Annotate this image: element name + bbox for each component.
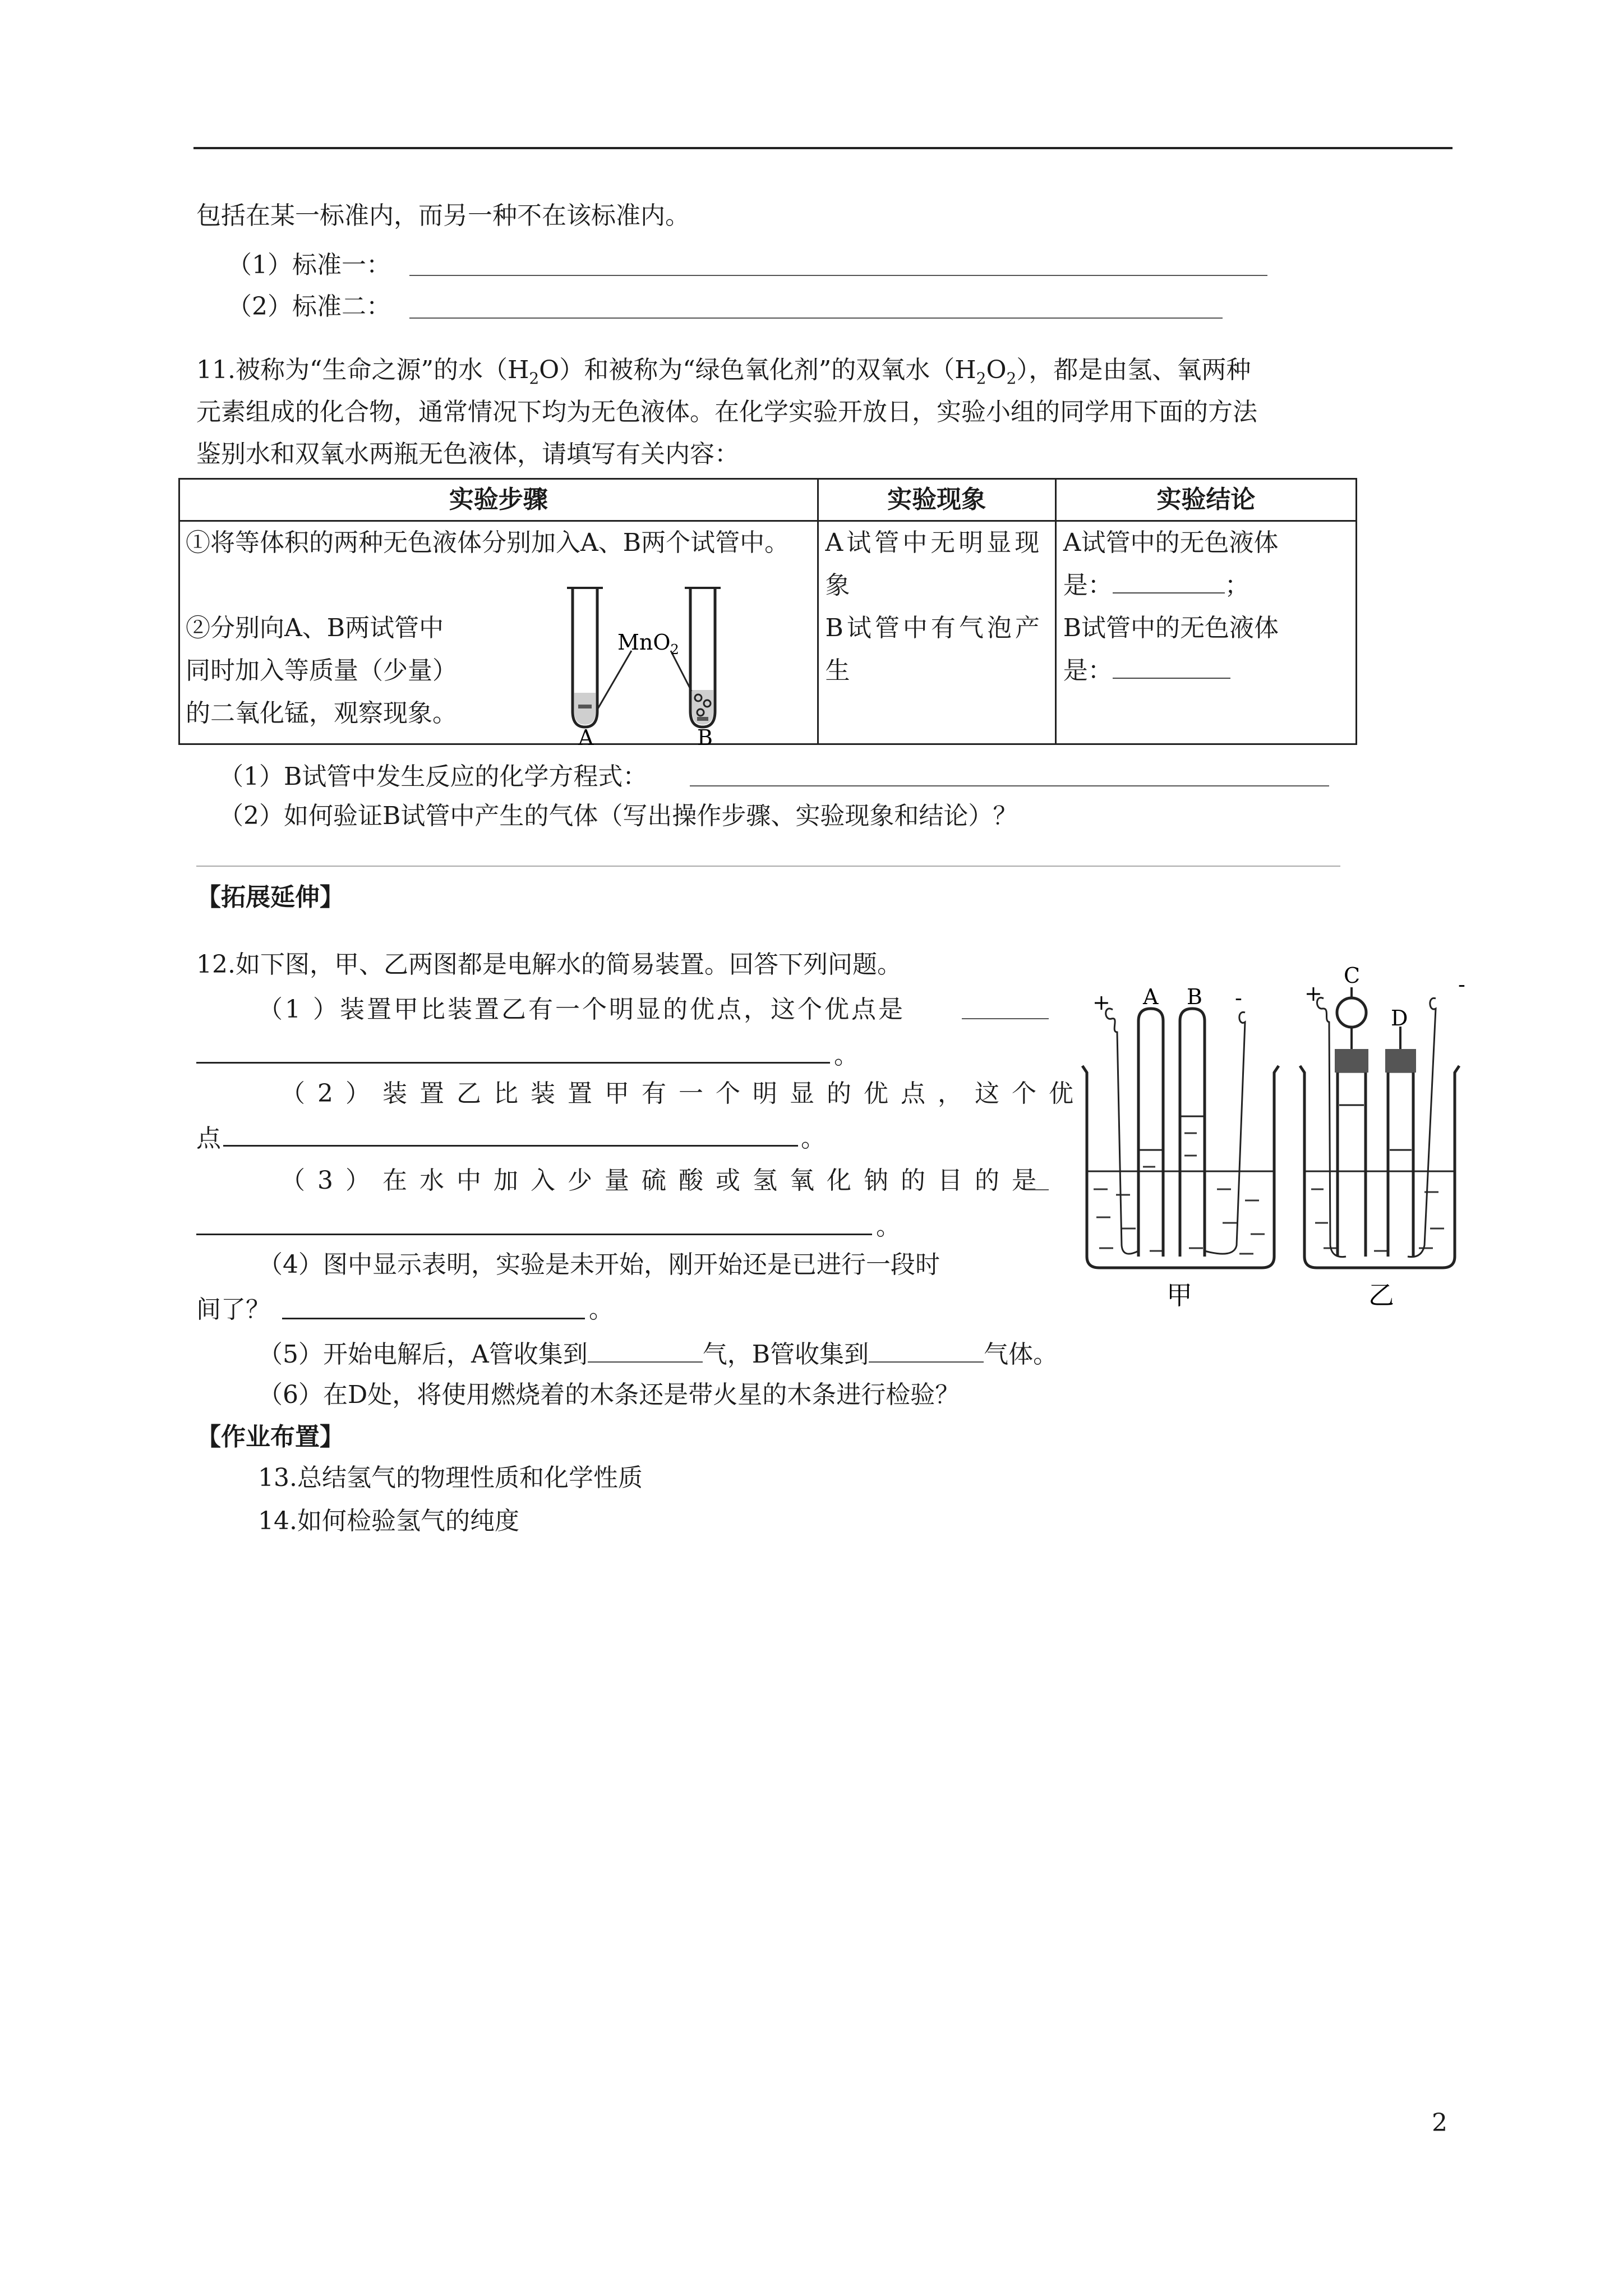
conclusion-2-answer-row: 是： bbox=[1063, 650, 1349, 692]
steps-cell bbox=[179, 521, 818, 744]
q11-line-3: 鉴别水和双氧水两瓶无色液体，请填写有关内容： bbox=[196, 440, 739, 468]
jia-label: 甲 bbox=[1166, 1280, 1192, 1310]
q12-part-3-end: 。 bbox=[876, 1212, 901, 1241]
yi-minus: - bbox=[1458, 972, 1465, 997]
q10-standard-1-blank[interactable] bbox=[409, 275, 1267, 276]
conclusion-2-blank[interactable] bbox=[1113, 655, 1230, 679]
jia-label-b: B bbox=[1187, 984, 1202, 1009]
homework-q13: 13.总结氢气的物理性质和化学性质 bbox=[258, 1464, 643, 1492]
q12-part-2-end: 。 bbox=[801, 1124, 826, 1153]
q12-part-2-blank[interactable] bbox=[223, 1145, 798, 1147]
intro-line: 包括在某一标准内，而另一种不在该标准内。 bbox=[196, 201, 690, 230]
conclusion-1: A试管中的无色液体 bbox=[1063, 528, 1279, 557]
q11-sub-1: （1）B试管中发生反应的化学方程式： bbox=[219, 762, 648, 791]
q12-part-4-blank[interactable] bbox=[282, 1318, 585, 1319]
q12-part-5-blank-a[interactable] bbox=[588, 1339, 703, 1363]
homework-q14: 14.如何检验氢气的纯度 bbox=[258, 1507, 519, 1535]
q10-standard-2-blank[interactable] bbox=[409, 318, 1223, 319]
apparatus-jia bbox=[1082, 984, 1279, 1310]
jia-label-a: A bbox=[1143, 984, 1159, 1009]
step-2: ②分别向A、B两试管中 同时加入等质量（少量） 的二氧化锰，观察现象。 bbox=[186, 614, 457, 728]
q12-part-6: （6）在D处，将使用燃烧着的木条还是带火星的木条进行检验？ bbox=[258, 1381, 960, 1409]
header-phenomenon: 实验现象 bbox=[818, 479, 1055, 521]
experiment-table bbox=[178, 478, 1357, 745]
test-tube-figure bbox=[550, 578, 797, 746]
yi-plus: + bbox=[1304, 981, 1322, 1006]
phenomenon-1: A试管中无明显现象 bbox=[825, 528, 1043, 600]
q12-part-4-b: 间了？ bbox=[196, 1295, 270, 1324]
yi-label: 乙 bbox=[1368, 1280, 1394, 1310]
line-to-a bbox=[597, 651, 631, 710]
q12-part-3: （3）在水中加入少量硫酸或氢氧化钠的目的是 bbox=[280, 1166, 1049, 1195]
q10-standard-1-label: （1）标准一： bbox=[227, 251, 391, 279]
header-steps: 实验步骤 bbox=[179, 479, 818, 521]
q12-part-5: （5）开始电解后，A管收集到 气，B管收集到 气体。 bbox=[258, 1340, 1058, 1369]
q12-part-1-blank-a[interactable] bbox=[962, 1018, 1049, 1019]
q11-sub-2-blank[interactable] bbox=[196, 866, 1340, 867]
q11-line-2: 元素组成的化合物，通常情况下均为无色液体。在化学实验开放日，实验小组的同学用下面的方法 bbox=[196, 398, 1257, 426]
q12-stem: 12.如下图，甲、乙两图都是电解水的简易装置。回答下列问题。 bbox=[196, 950, 902, 979]
section-extend: 【拓展延伸】 bbox=[196, 883, 344, 912]
q11-line-1: 11.被称为“生命之源”的水$(H_2O)$和被称为“绿色氧化剂”的双氧水$(H_2O_2)$，都是由氢、氧两种 bbox=[196, 356, 1251, 388]
conclusion-2: B试管中的无色液体 bbox=[1063, 614, 1279, 642]
conclusion-1-blank[interactable] bbox=[1113, 570, 1225, 593]
q10-standard-2-label: （2）标准二： bbox=[227, 292, 391, 321]
conclusion-cell bbox=[1055, 521, 1356, 744]
q12-part-4-end: 。 bbox=[589, 1295, 614, 1324]
tube-a-label: A bbox=[578, 725, 594, 746]
tube-b-label: B bbox=[697, 725, 713, 746]
q11-sub-2: （2）如何验证B试管中产生的气体（写出操作步骤、实验现象和结论）？ bbox=[219, 802, 1018, 830]
q12-part-3-blank-b[interactable] bbox=[196, 1234, 872, 1235]
jia-minus: - bbox=[1235, 986, 1242, 1010]
q12-part-1-end: 。 bbox=[834, 1041, 859, 1070]
step-1: ①将等体积的两种无色液体分别加入A、B两个试管中。 bbox=[186, 528, 790, 557]
test-tube-b bbox=[685, 588, 721, 727]
page-number: 2 bbox=[1432, 2109, 1447, 2137]
phenomenon-2: B试管中有气泡产生 bbox=[825, 614, 1043, 685]
header-rule bbox=[193, 147, 1453, 149]
q12-part-1: （1 ）装置甲比装置乙有一个明显的优点，这个优点是 bbox=[258, 995, 905, 1024]
apparatus-yi bbox=[1300, 965, 1465, 1310]
yi-label-c: C bbox=[1344, 965, 1361, 988]
yi-label-d: D bbox=[1391, 1006, 1408, 1030]
header-conclusion: 实验结论 bbox=[1055, 479, 1356, 521]
reagent-label: MnO$_2$ bbox=[617, 630, 679, 657]
section-homework: 【作业布置】 bbox=[196, 1423, 344, 1451]
jia-plus: + bbox=[1092, 990, 1110, 1015]
phenomenon-cell bbox=[818, 521, 1055, 744]
q12-part-3-blank-a[interactable] bbox=[1026, 1189, 1049, 1190]
q12-part-1-blank-b[interactable] bbox=[196, 1062, 830, 1064]
electrolysis-figure bbox=[1077, 965, 1492, 1313]
q12-part-5-blank-b[interactable] bbox=[869, 1339, 984, 1363]
q12-part-4: （4）图中显示表明，实验是未开始，刚开始还是已进行一段时 bbox=[258, 1250, 940, 1279]
q12-part-2-b: 点 bbox=[196, 1124, 221, 1153]
q12-part-2: （2）装置乙比装置甲有一个明显的优点，这个优 bbox=[280, 1079, 1086, 1108]
q11-sub-1-blank[interactable] bbox=[690, 785, 1329, 786]
conclusion-1-answer-row: 是： ； bbox=[1063, 571, 1249, 600]
